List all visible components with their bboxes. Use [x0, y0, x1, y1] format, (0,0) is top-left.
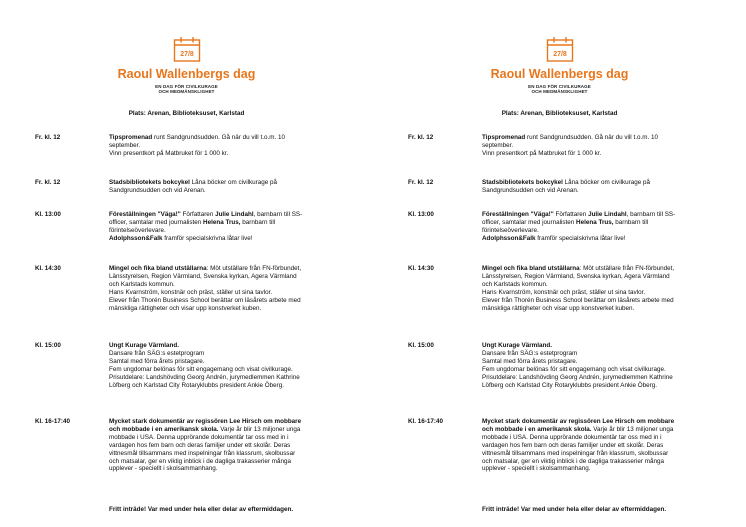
text-run: upplever - speciellt i skolsammanhang. — [109, 465, 218, 473]
text-run: officer, samtalar med journalisten — [482, 218, 577, 226]
text-run: runt Sandgrundsudden. Gå när du vill t.o.m. 10 — [525, 134, 658, 141]
date-badge: 27/8 — [552, 51, 567, 58]
description-line — [109, 150, 334, 158]
schedule-description — [482, 265, 707, 312]
description-line — [482, 142, 707, 150]
schedule-description — [109, 179, 334, 195]
text-run: och Karlstads kommun. — [109, 280, 175, 288]
text-run: , barnbarn till SS- — [626, 211, 676, 218]
venue-line: Plats: Arenan, Biblioteksuset, Karlstad — [501, 110, 618, 117]
description-line — [109, 265, 334, 273]
calendar-logo — [373, 36, 746, 62]
description-line — [482, 187, 707, 195]
text-run: barnbarn till — [240, 218, 276, 226]
description-line — [482, 134, 707, 142]
schedule-description — [482, 179, 707, 195]
schedule-time: Kl. 16-17:40 — [35, 418, 71, 425]
text-run: förintelseöverlevare. — [109, 226, 166, 234]
schedule-time: Kl. 13:00 — [408, 211, 434, 218]
schedule-description — [109, 265, 334, 312]
description-line — [109, 289, 334, 297]
text-run: och matsalar, ger en viktig inblick i de dagliga trakasserier många — [482, 457, 665, 465]
text-run: Föreställningen "Väga!" — [482, 211, 554, 218]
description-line — [109, 434, 334, 442]
venue-line: Plats: Arenan, Biblioteksuset, Karlstad — [128, 110, 245, 117]
schedule-time: Fr. kl. 12 — [35, 179, 61, 186]
text-run: Dansare från SÄG:s estetprogram — [482, 349, 578, 357]
schedule-description — [482, 134, 707, 158]
description-line — [109, 273, 334, 281]
text-run: mobbade i USA. Denna upprörande dokumentär tar oss med in i — [109, 433, 289, 441]
description-line — [482, 458, 707, 466]
text-run: och Karlstads kommun. — [482, 280, 548, 288]
schedule-description — [109, 342, 334, 389]
text-run: framför specialskrivna låtar live! — [162, 234, 253, 242]
text-run: Mingel och fika bland utställarna — [109, 265, 207, 272]
text-run: Författaren — [553, 211, 589, 218]
text-run: barnbarn till — [613, 218, 649, 226]
text-run: framför specialskrivna låtar live! — [535, 234, 626, 242]
text-run: och matsalar, ger en viktig inblick i de dagliga trakasserier många — [109, 457, 292, 465]
description-line — [482, 342, 707, 350]
text-run: Hans Kvarnström, konstnär och präst, ställer ut sina tavlor. — [109, 288, 273, 296]
schedule-time: Kl. 13:00 — [35, 211, 61, 218]
description-line — [482, 179, 707, 187]
description-line — [109, 211, 334, 219]
description-line — [109, 358, 334, 366]
text-run: Elever från Thorén Business School berättar om läsårets arbete med — [109, 296, 301, 304]
description-line — [109, 442, 334, 450]
event-subtitle-line2: OCH MEDMÄNSKLIGHET — [158, 89, 215, 94]
calendar-icon — [546, 36, 574, 62]
description-line — [109, 418, 334, 426]
text-run: Låna böcker om civilkurage på — [562, 179, 650, 186]
description-line — [482, 434, 707, 442]
schedule-time: Kl. 14:30 — [408, 265, 434, 272]
description-line — [482, 219, 707, 227]
description-line — [482, 358, 707, 366]
description-line — [482, 442, 707, 450]
description-line — [109, 219, 334, 227]
text-run: Elever från Thorén Business School berättar om läsårets arbete med — [482, 296, 674, 304]
event-title: Raoul Wallenbergs dag — [490, 67, 629, 81]
text-run: Mingel och fika bland utställarna — [482, 265, 580, 272]
text-run: och mobbade i en amerikansk skola. — [109, 425, 219, 433]
description-line — [482, 382, 707, 390]
schedule-time: Kl. 16-17:40 — [408, 418, 444, 425]
text-run: : Möt utställare från FN-förbundet, — [579, 265, 675, 272]
text-run: Tipspromenad — [109, 134, 153, 141]
description-line — [109, 366, 334, 374]
description-line — [482, 297, 707, 305]
text-run: Samtal med förra årets pristagare. — [482, 357, 578, 365]
text-run: mänskliga rättigheter och visar upp konstverket kuben. — [109, 304, 262, 312]
description-line — [482, 305, 707, 313]
text-run: upplever - speciellt i skolsammanhang. — [482, 465, 591, 473]
footer-note: Fritt inträde! Var med under hela eller delar av eftermiddagen. — [109, 506, 294, 513]
schedule-description — [109, 418, 334, 473]
text-run: Löfberg och Karlstad City Rotaryklubbs president Ankie Öberg. — [482, 381, 658, 389]
description-line — [482, 366, 707, 374]
event-title: Raoul Wallenbergs dag — [117, 67, 256, 81]
description-line — [109, 374, 334, 382]
text-run: september. — [109, 141, 141, 149]
schedule-description — [482, 418, 707, 473]
text-run: vittnesmål tillsammans med inspelningar från klassrum, skolbussar — [109, 449, 296, 457]
schedule-time: Kl. 14:30 — [35, 265, 61, 272]
text-run: Mycket stark dokumentär av regissören Lee Hirsch om mobbare — [109, 418, 302, 425]
schedule-description — [482, 342, 707, 389]
description-line — [482, 450, 707, 458]
text-run: Föreställningen "Väga!" — [109, 211, 181, 218]
text-run: Tipspromenad — [482, 134, 526, 141]
description-line — [482, 418, 707, 426]
text-run: Prisutdelare: Landshövding Georg Andrén, jurymedlemmen Kathrine — [482, 373, 673, 381]
text-run: runt Sandgrundsudden. Gå när du vill t.o.m. 10 — [152, 134, 285, 141]
text-run: Länsstyrelsen, Region Värmland, Svenska kyrkan, Agera Värmland — [482, 272, 670, 280]
text-run: Samtal med förra årets pristagare. — [109, 357, 205, 365]
text-run: Adolphsson&Falk — [482, 234, 536, 242]
text-run: Ungt Kurage Värmland. — [482, 342, 552, 349]
text-run: Författaren — [180, 211, 216, 218]
text-run: Varje år blir 13 miljoner unga — [591, 425, 674, 433]
description-line — [109, 426, 334, 434]
page-right — [373, 0, 746, 527]
text-run: Vinn presentkort på Matbruket för 1 000 kr. — [109, 149, 229, 157]
description-line — [482, 350, 707, 358]
schedule-time: Fr. kl. 12 — [408, 179, 434, 186]
description-line — [109, 297, 334, 305]
schedule-description — [109, 134, 334, 158]
text-run: Fem ungdomar belönas för sitt engagemang och visat civilkurage. — [109, 365, 293, 373]
text-run: Dansare från SÄG:s estetprogram — [109, 349, 205, 357]
description-line — [109, 142, 334, 150]
schedule-description — [482, 211, 707, 243]
description-line — [482, 150, 707, 158]
description-line — [109, 134, 334, 142]
text-run: Helena Trus, — [576, 218, 614, 226]
description-line — [109, 450, 334, 458]
text-run: vardagen hos fem barn och deras familjer under ett skolår. Deras — [109, 441, 291, 449]
description-line — [109, 235, 334, 243]
text-run: Ungt Kurage Värmland. — [109, 342, 179, 349]
description-line — [109, 281, 334, 289]
description-line — [109, 350, 334, 358]
description-line — [482, 465, 707, 473]
description-line — [109, 458, 334, 466]
description-line — [109, 179, 334, 187]
description-line — [109, 187, 334, 195]
text-run: Julie Lindahl — [215, 211, 254, 218]
description-line — [109, 342, 334, 350]
description-line — [109, 227, 334, 235]
schedule-description — [109, 211, 334, 243]
text-run: Sandgrundsudden och vid Arenan. — [482, 186, 579, 194]
description-line — [482, 289, 707, 297]
text-run: Löfberg och Karlstad City Rotaryklubbs president Ankie Öberg. — [109, 381, 285, 389]
text-run: officer, samtalar med journalisten — [109, 218, 204, 226]
event-subtitle-line1: EN DAG FÖR CIVILKURAGE — [528, 84, 591, 89]
description-line — [482, 374, 707, 382]
text-run: , barnbarn till SS- — [253, 211, 303, 218]
description-line — [482, 211, 707, 219]
text-run: vardagen hos fem barn och deras familjer under ett skolår. Deras — [482, 441, 664, 449]
text-run: Helena Trus, — [203, 218, 241, 226]
date-badge: 27/8 — [179, 51, 194, 58]
description-line — [482, 227, 707, 235]
description-line — [109, 465, 334, 473]
description-line — [482, 265, 707, 273]
text-run: förintelseöverlevare. — [482, 226, 539, 234]
schedule-time: Kl. 15:00 — [408, 342, 434, 349]
schedule-time: Kl. 15:00 — [35, 342, 61, 349]
text-run: Mycket stark dokumentär av regissören Lee Hirsch om mobbare — [482, 418, 675, 425]
text-run: Hans Kvarnström, konstnär och präst, ställer ut sina tavlor. — [482, 288, 646, 296]
description-line — [482, 281, 707, 289]
text-run: Sandgrundsudden och vid Arenan. — [109, 186, 206, 194]
text-run: : Möt utställare från FN-förbundet, — [206, 265, 302, 272]
text-run: Stadsbibliotekets bokcykel — [109, 179, 190, 186]
text-run: Länsstyrelsen, Region Värmland, Svenska kyrkan, Agera Värmland — [109, 272, 297, 280]
description-line — [482, 235, 707, 243]
text-run: Låna böcker om civilkurage på — [189, 179, 277, 186]
text-run: Prisutdelare: Landshövding Georg Andrén, jurymedlemmen Kathrine — [109, 373, 300, 381]
description-line — [482, 426, 707, 434]
text-run: Varje år blir 13 miljoner unga — [218, 425, 301, 433]
text-run: Adolphsson&Falk — [109, 234, 163, 242]
text-run: och mobbade i en amerikansk skola. — [482, 425, 592, 433]
description-line — [482, 273, 707, 281]
text-run: Stadsbibliotekets bokcykel — [482, 179, 563, 186]
event-subtitle-line2: OCH MEDMÄNSKLIGHET — [531, 89, 588, 94]
text-run: Vinn presentkort på Matbruket för 1 000 kr. — [482, 149, 602, 157]
text-run: vittnesmål tillsammans med inspelningar från klassrum, skolbussar — [482, 449, 669, 457]
text-run: Fem ungdomar belönas för sitt engagemang och visat civilkurage. — [482, 365, 666, 373]
text-run: september. — [482, 141, 514, 149]
calendar-logo — [0, 36, 373, 62]
schedule-time: Fr. kl. 12 — [408, 134, 434, 141]
footer-note: Fritt inträde! Var med under hela eller delar av eftermiddagen. — [482, 506, 667, 513]
text-run: mobbade i USA. Denna upprörande dokumentär tar oss med in i — [482, 433, 662, 441]
schedule-time: Fr. kl. 12 — [35, 134, 61, 141]
text-run: mänskliga rättigheter och visar upp konstverket kuben. — [482, 304, 635, 312]
calendar-icon — [173, 36, 201, 62]
description-line — [109, 382, 334, 390]
description-line — [109, 305, 334, 313]
text-run: Julie Lindahl — [588, 211, 627, 218]
event-subtitle-line1: EN DAG FÖR CIVILKURAGE — [155, 84, 218, 89]
